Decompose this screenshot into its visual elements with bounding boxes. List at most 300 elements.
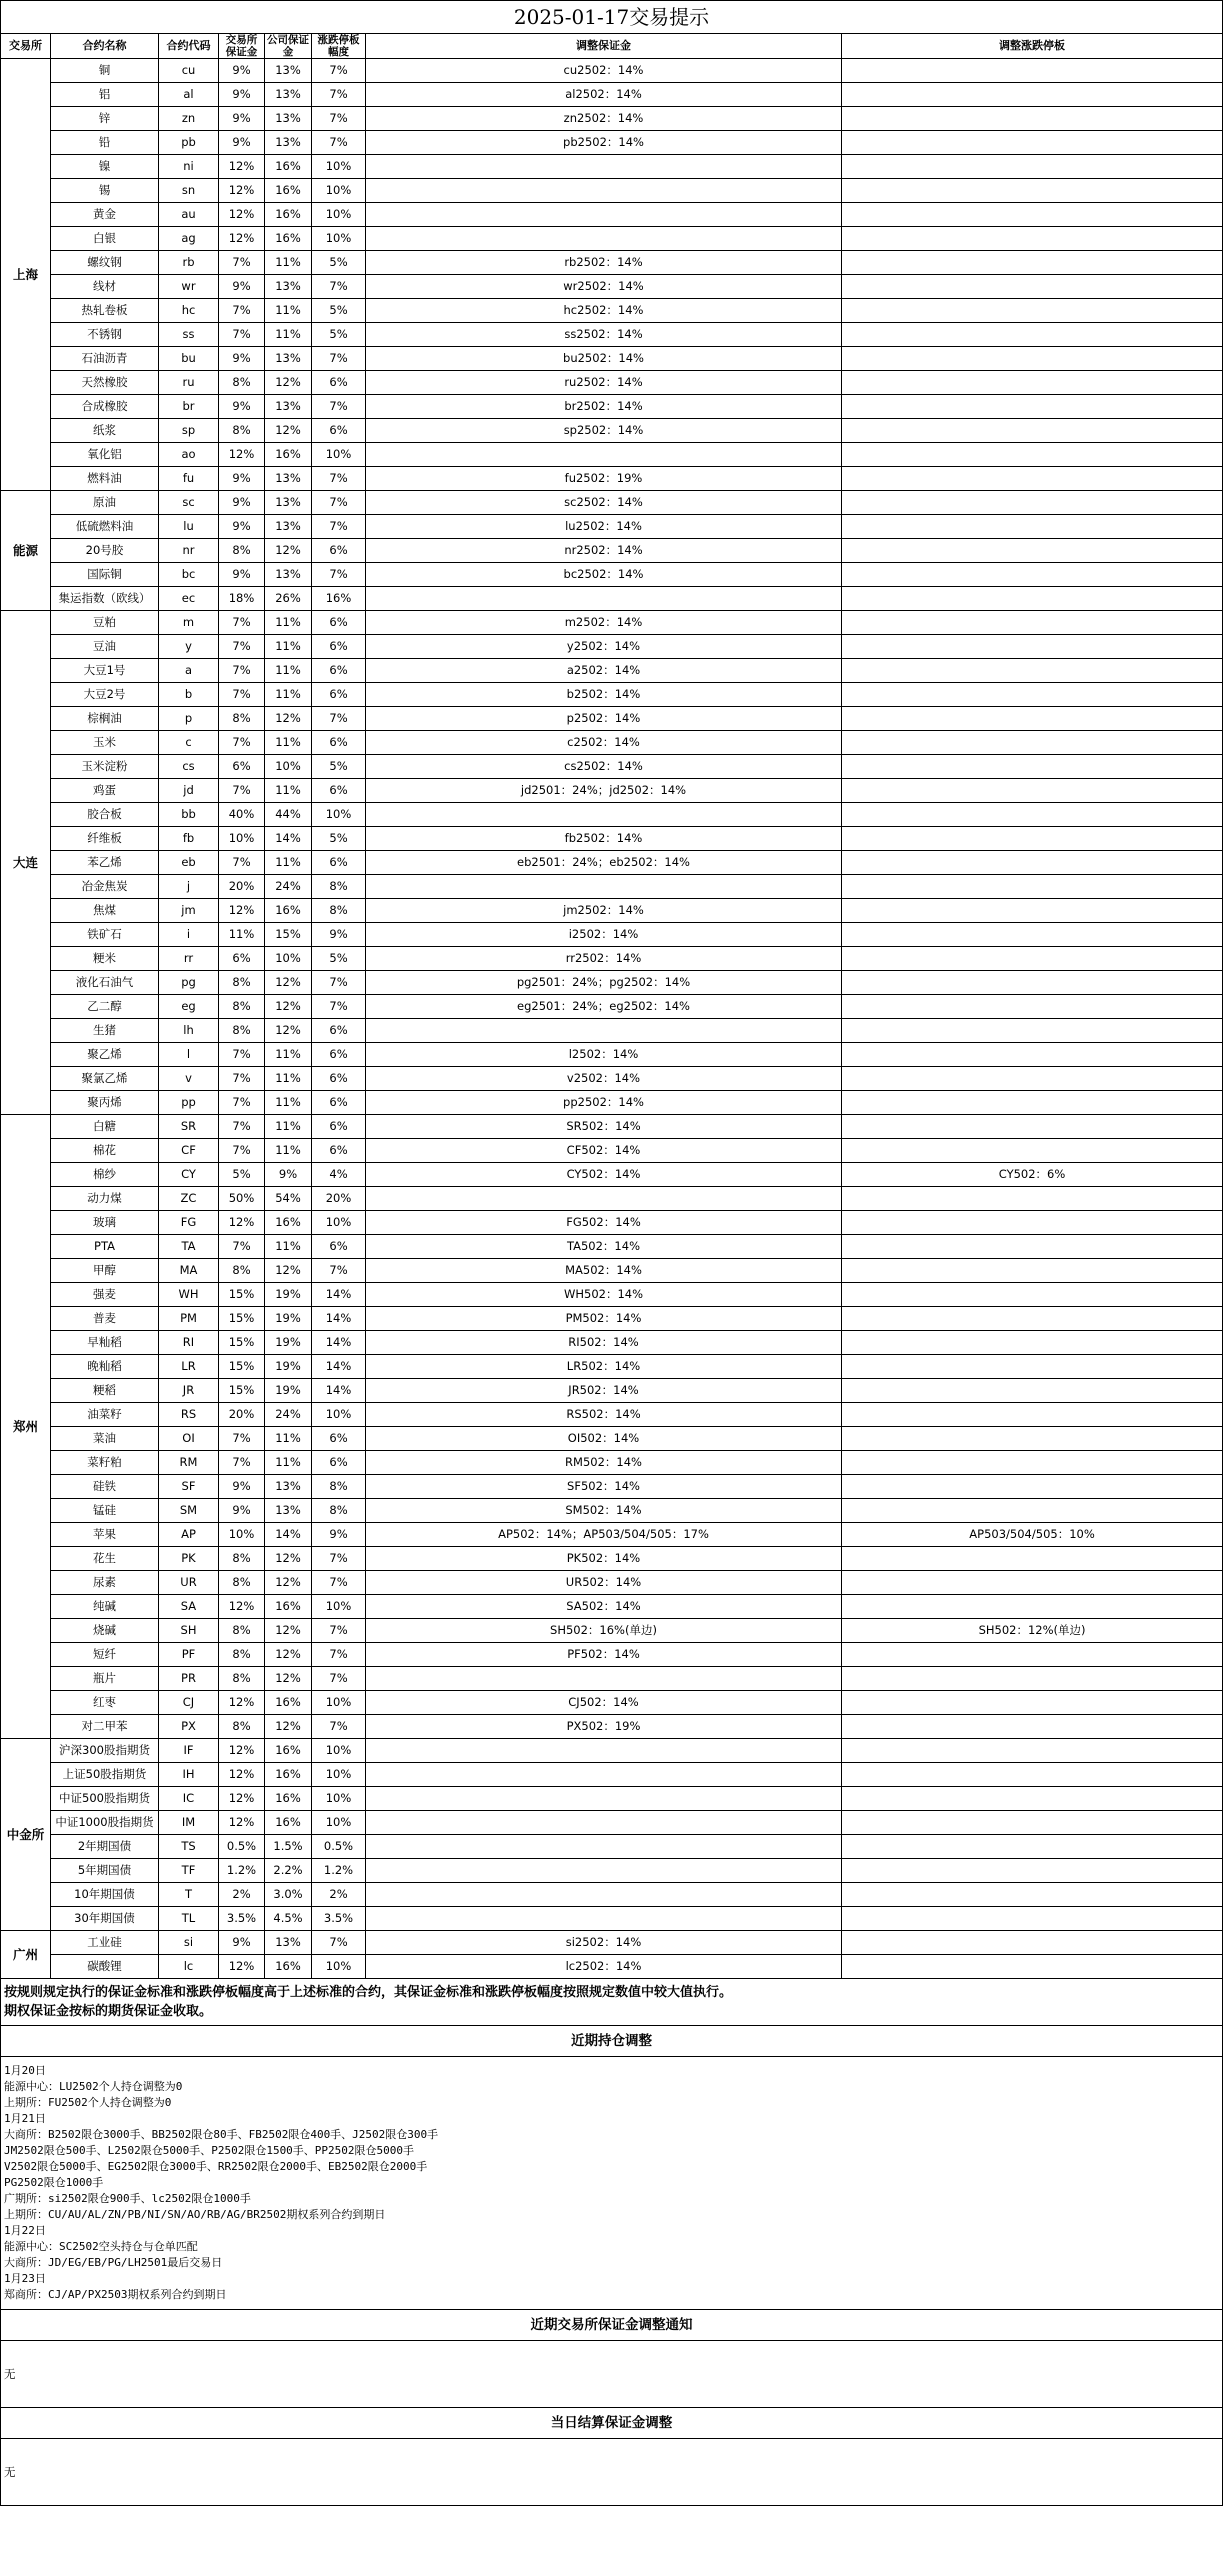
- contract-name-cell: 铁矿石: [51, 923, 159, 947]
- company-margin-cell: 13%: [265, 107, 312, 131]
- contract-name-cell: 2年期国债: [51, 1835, 159, 1859]
- adjusted-limit-cell: [842, 1715, 1223, 1739]
- contract-name-cell: 原油: [51, 491, 159, 515]
- adjusted-margin-cell: PX502：19%: [366, 1715, 842, 1739]
- limit-range-cell: 7%: [312, 347, 366, 371]
- adjusted-limit-cell: [842, 155, 1223, 179]
- limit-range-cell: 7%: [312, 515, 366, 539]
- exchange-margin-cell: 12%: [219, 443, 265, 467]
- adjusted-margin-cell: [366, 1019, 842, 1043]
- table-row: [1, 1499, 1223, 1523]
- contract-code-cell: eb: [159, 851, 219, 875]
- company-margin-cell: 11%: [265, 1091, 312, 1115]
- adjusted-margin-cell: MA502：14%: [366, 1259, 842, 1283]
- table-row: [1, 155, 1223, 179]
- exchange-cell: 广州: [1, 1931, 51, 1979]
- table-row: [1, 107, 1223, 131]
- contract-code-cell: c: [159, 731, 219, 755]
- exchange-margin-cell: 8%: [219, 1715, 265, 1739]
- company-margin-cell: 16%: [265, 227, 312, 251]
- exchange-margin-cell: 3.5%: [219, 1907, 265, 1931]
- exchange-margin-cell: 7%: [219, 779, 265, 803]
- contract-name-cell: 燃料油: [51, 467, 159, 491]
- adjusted-limit-cell: [842, 1595, 1223, 1619]
- contract-name-cell: 大豆2号: [51, 683, 159, 707]
- adjusted-margin-cell: [366, 1907, 842, 1931]
- limit-range-cell: 5%: [312, 251, 366, 275]
- contract-name-cell: 白糖: [51, 1115, 159, 1139]
- contract-code-cell: ao: [159, 443, 219, 467]
- exchange-margin-cell: 7%: [219, 683, 265, 707]
- adjusted-limit-cell: [842, 443, 1223, 467]
- adjusted-margin-cell: fb2502：14%: [366, 827, 842, 851]
- company-margin-cell: 11%: [265, 1427, 312, 1451]
- limit-range-cell: 14%: [312, 1355, 366, 1379]
- table-row: [1, 1379, 1223, 1403]
- adjusted-margin-cell: [366, 803, 842, 827]
- company-margin-cell: 11%: [265, 635, 312, 659]
- adjusted-margin-cell: br2502：14%: [366, 395, 842, 419]
- adjusted-limit-cell: [842, 251, 1223, 275]
- company-margin-cell: 11%: [265, 299, 312, 323]
- contract-code-cell: nr: [159, 539, 219, 563]
- adjusted-margin-cell: eg2501：24%；eg2502：14%: [366, 995, 842, 1019]
- limit-range-cell: 7%: [312, 491, 366, 515]
- adjusted-margin-cell: SF502：14%: [366, 1475, 842, 1499]
- contract-name-cell: 鸡蛋: [51, 779, 159, 803]
- contract-code-cell: si: [159, 1931, 219, 1955]
- contract-name-cell: 玻璃: [51, 1211, 159, 1235]
- table-row: [1, 1739, 1223, 1763]
- company-margin-cell: 13%: [265, 563, 312, 587]
- adjusted-margin-cell: c2502：14%: [366, 731, 842, 755]
- limit-range-cell: 14%: [312, 1307, 366, 1331]
- exchange-margin-cell: 8%: [219, 707, 265, 731]
- exchange-margin-cell: 9%: [219, 395, 265, 419]
- adjusted-margin-cell: CY502：14%: [366, 1163, 842, 1187]
- contract-code-cell: ru: [159, 371, 219, 395]
- table-row: [1, 1355, 1223, 1379]
- company-margin-cell: 14%: [265, 827, 312, 851]
- company-margin-cell: 16%: [265, 155, 312, 179]
- contract-name-cell: 30年期国债: [51, 1907, 159, 1931]
- contract-name-cell: 菜油: [51, 1427, 159, 1451]
- position-adjust-title: 近期持仓调整: [1, 2026, 1223, 2057]
- contract-code-cell: LR: [159, 1355, 219, 1379]
- company-margin-cell: 12%: [265, 1715, 312, 1739]
- contract-name-cell: 硅铁: [51, 1475, 159, 1499]
- contract-code-cell: zn: [159, 107, 219, 131]
- adjusted-limit-cell: [842, 1307, 1223, 1331]
- contract-name-cell: 聚丙烯: [51, 1091, 159, 1115]
- header-contract-code: 合约代码: [159, 34, 219, 59]
- table-row: [1, 659, 1223, 683]
- contract-code-cell: ag: [159, 227, 219, 251]
- position-note-line: 郑商所：CJ/AP/PX2503期权系列合约到期日: [4, 2288, 227, 2302]
- table-row: [1, 635, 1223, 659]
- adjusted-limit-cell: [842, 995, 1223, 1019]
- contract-name-cell: 聚氯乙烯: [51, 1067, 159, 1091]
- exchange-margin-cell: 12%: [219, 1955, 265, 1979]
- contract-name-cell: 烧碱: [51, 1619, 159, 1643]
- exchange-margin-cell: 12%: [219, 1739, 265, 1763]
- table-row: [1, 779, 1223, 803]
- exchange-margin-cell: 12%: [219, 1763, 265, 1787]
- contract-name-cell: 苹果: [51, 1523, 159, 1547]
- header-company-margin: 公司保证金: [265, 34, 312, 59]
- adjusted-limit-cell: [842, 1283, 1223, 1307]
- contract-name-cell: 甲醇: [51, 1259, 159, 1283]
- table-row: [1, 587, 1223, 611]
- exchange-margin-cell: 9%: [219, 515, 265, 539]
- contract-name-cell: 铜: [51, 59, 159, 83]
- exchange-margin-cell: 9%: [219, 275, 265, 299]
- company-margin-cell: 4.5%: [265, 1907, 312, 1931]
- company-margin-cell: 16%: [265, 179, 312, 203]
- adjusted-margin-cell: PK502：14%: [366, 1547, 842, 1571]
- limit-range-cell: 7%: [312, 107, 366, 131]
- limit-range-cell: 6%: [312, 779, 366, 803]
- adjusted-margin-cell: [366, 179, 842, 203]
- company-margin-cell: 16%: [265, 1763, 312, 1787]
- company-margin-cell: 11%: [265, 323, 312, 347]
- company-margin-cell: 13%: [265, 1499, 312, 1523]
- adjusted-margin-cell: rr2502：14%: [366, 947, 842, 971]
- exchange-margin-cell: 9%: [219, 1475, 265, 1499]
- contract-code-cell: i: [159, 923, 219, 947]
- company-margin-cell: 54%: [265, 1187, 312, 1211]
- footnote-line-1: 按规则规定执行的保证金标准和涨跌停板幅度高于上述标准的合约，其保证金标准和涨跌停板幅度按照规定数值中较大值执行。: [4, 1985, 733, 2001]
- table-row: [1, 851, 1223, 875]
- adjusted-limit-cell: [842, 1451, 1223, 1475]
- adjusted-limit-cell: [842, 755, 1223, 779]
- limit-range-cell: 5%: [312, 755, 366, 779]
- contract-code-cell: CF: [159, 1139, 219, 1163]
- table-row: [1, 1643, 1223, 1667]
- contract-code-cell: AP: [159, 1523, 219, 1547]
- limit-range-cell: 7%: [312, 275, 366, 299]
- table-row: [1, 275, 1223, 299]
- company-margin-cell: 11%: [265, 1235, 312, 1259]
- limit-range-cell: 7%: [312, 563, 366, 587]
- adjusted-limit-cell: [842, 59, 1223, 83]
- contract-name-cell: 螺纹钢: [51, 251, 159, 275]
- header-adjusted-limit: 调整涨跌停板: [842, 34, 1223, 59]
- table-row: [1, 419, 1223, 443]
- table-row: [1, 1835, 1223, 1859]
- limit-range-cell: 6%: [312, 683, 366, 707]
- limit-range-cell: 7%: [312, 1643, 366, 1667]
- contract-name-cell: 胶合板: [51, 803, 159, 827]
- limit-range-cell: 6%: [312, 659, 366, 683]
- contract-name-cell: 低硫燃料油: [51, 515, 159, 539]
- exchange-margin-cell: 15%: [219, 1283, 265, 1307]
- table-row: [1, 755, 1223, 779]
- contract-name-cell: 豆油: [51, 635, 159, 659]
- limit-range-cell: 6%: [312, 371, 366, 395]
- contract-code-cell: ec: [159, 587, 219, 611]
- contract-code-cell: lh: [159, 1019, 219, 1043]
- exchange-margin-cell: 9%: [219, 59, 265, 83]
- adjusted-margin-cell: [366, 1859, 842, 1883]
- adjusted-margin-cell: b2502：14%: [366, 683, 842, 707]
- exchange-cell: 能源: [1, 491, 51, 611]
- limit-range-cell: 14%: [312, 1379, 366, 1403]
- adjusted-limit-cell: [842, 1091, 1223, 1115]
- contract-name-cell: 棉纱: [51, 1163, 159, 1187]
- adjusted-margin-cell: pb2502：14%: [366, 131, 842, 155]
- exchange-margin-notice-text: 无: [1, 2341, 1223, 2408]
- exchange-margin-cell: 8%: [219, 1619, 265, 1643]
- adjusted-margin-cell: [366, 1883, 842, 1907]
- adjusted-limit-cell: [842, 1835, 1223, 1859]
- adjusted-margin-cell: si2502：14%: [366, 1931, 842, 1955]
- table-row: [1, 563, 1223, 587]
- limit-range-cell: 9%: [312, 923, 366, 947]
- adjusted-limit-cell: [842, 1139, 1223, 1163]
- adjusted-margin-cell: cu2502：14%: [366, 59, 842, 83]
- exchange-margin-cell: 7%: [219, 659, 265, 683]
- adjusted-limit-cell: [842, 107, 1223, 131]
- limit-range-cell: 6%: [312, 1019, 366, 1043]
- contract-code-cell: lc: [159, 1955, 219, 1979]
- exchange-margin-cell: 12%: [219, 1691, 265, 1715]
- contract-code-cell: bb: [159, 803, 219, 827]
- company-margin-cell: 11%: [265, 251, 312, 275]
- limit-range-cell: 0.5%: [312, 1835, 366, 1859]
- table-row: [1, 1139, 1223, 1163]
- table-row: [1, 59, 1223, 83]
- adjusted-limit-cell: [842, 419, 1223, 443]
- adjusted-margin-cell: [366, 1787, 842, 1811]
- adjusted-margin-cell: hc2502：14%: [366, 299, 842, 323]
- exchange-margin-cell: 8%: [219, 1019, 265, 1043]
- adjusted-limit-cell: [842, 923, 1223, 947]
- position-note-line: 1月21日: [4, 2112, 46, 2126]
- adjusted-margin-cell: JR502：14%: [366, 1379, 842, 1403]
- contract-code-cell: JR: [159, 1379, 219, 1403]
- company-margin-cell: 13%: [265, 1475, 312, 1499]
- exchange-margin-cell: 7%: [219, 635, 265, 659]
- adjusted-margin-cell: UR502：14%: [366, 1571, 842, 1595]
- exchange-margin-cell: 0.5%: [219, 1835, 265, 1859]
- contract-code-cell: rr: [159, 947, 219, 971]
- position-note-line: 上期所：CU/AU/AL/ZN/PB/NI/SN/AO/RB/AG/BR2502期权系列合约到期日: [4, 2208, 386, 2222]
- table-row: [1, 1595, 1223, 1619]
- table-row: [1, 1715, 1223, 1739]
- footnote: [1, 1979, 1223, 2026]
- exchange-margin-cell: 8%: [219, 371, 265, 395]
- table-row: [1, 611, 1223, 635]
- adjusted-margin-cell: AP502：14%；AP503/504/505：17%: [366, 1523, 842, 1547]
- company-margin-cell: 11%: [265, 1139, 312, 1163]
- position-note-line: 大商所：JD/EG/EB/PG/LH2501最后交易日: [4, 2256, 223, 2270]
- limit-range-cell: 8%: [312, 1475, 366, 1499]
- contract-code-cell: TS: [159, 1835, 219, 1859]
- contract-code-cell: pg: [159, 971, 219, 995]
- exchange-margin-cell: 2%: [219, 1883, 265, 1907]
- adjusted-limit-cell: [842, 1667, 1223, 1691]
- limit-range-cell: 4%: [312, 1163, 366, 1187]
- contract-code-cell: m: [159, 611, 219, 635]
- company-margin-cell: 11%: [265, 731, 312, 755]
- company-margin-cell: 13%: [265, 131, 312, 155]
- exchange-margin-cell: 11%: [219, 923, 265, 947]
- exchange-margin-cell: 7%: [219, 1451, 265, 1475]
- company-margin-cell: 24%: [265, 1403, 312, 1427]
- exchange-margin-cell: 6%: [219, 755, 265, 779]
- limit-range-cell: 14%: [312, 1283, 366, 1307]
- company-margin-cell: 16%: [265, 899, 312, 923]
- adjusted-margin-cell: i2502：14%: [366, 923, 842, 947]
- position-note-line: 1月22日: [4, 2224, 46, 2238]
- limit-range-cell: 10%: [312, 1811, 366, 1835]
- exchange-margin-cell: 15%: [219, 1355, 265, 1379]
- contract-name-cell: 菜籽粕: [51, 1451, 159, 1475]
- adjusted-margin-cell: [366, 1739, 842, 1763]
- limit-range-cell: 10%: [312, 443, 366, 467]
- limit-range-cell: 8%: [312, 1499, 366, 1523]
- exchange-margin-cell: 8%: [219, 1643, 265, 1667]
- contract-code-cell: SA: [159, 1595, 219, 1619]
- adjusted-limit-cell: [842, 1427, 1223, 1451]
- adjusted-limit-cell: [842, 275, 1223, 299]
- table-row: [1, 875, 1223, 899]
- company-margin-cell: 9%: [265, 1163, 312, 1187]
- company-margin-cell: 11%: [265, 851, 312, 875]
- adjusted-margin-cell: jm2502：14%: [366, 899, 842, 923]
- contract-name-cell: 瓶片: [51, 1667, 159, 1691]
- adjusted-limit-cell: [842, 1259, 1223, 1283]
- table-row: [1, 1547, 1223, 1571]
- exchange-margin-cell: 1.2%: [219, 1859, 265, 1883]
- adjusted-margin-cell: CJ502：14%: [366, 1691, 842, 1715]
- limit-range-cell: 6%: [312, 1067, 366, 1091]
- adjusted-margin-cell: [366, 1667, 842, 1691]
- contract-code-cell: RM: [159, 1451, 219, 1475]
- contract-code-cell: bc: [159, 563, 219, 587]
- adjusted-margin-cell: RS502：14%: [366, 1403, 842, 1427]
- exchange-margin-cell: 40%: [219, 803, 265, 827]
- exchange-margin-cell: 7%: [219, 1115, 265, 1139]
- contract-code-cell: ZC: [159, 1187, 219, 1211]
- exchange-margin-cell: 9%: [219, 491, 265, 515]
- exchange-margin-cell: 12%: [219, 1787, 265, 1811]
- limit-range-cell: 7%: [312, 395, 366, 419]
- company-margin-cell: 12%: [265, 539, 312, 563]
- table-row: [1, 1571, 1223, 1595]
- contract-code-cell: T: [159, 1883, 219, 1907]
- adjusted-margin-cell: [366, 443, 842, 467]
- contract-name-cell: 玉米淀粉: [51, 755, 159, 779]
- company-margin-cell: 12%: [265, 971, 312, 995]
- limit-range-cell: 6%: [312, 851, 366, 875]
- limit-range-cell: 6%: [312, 1043, 366, 1067]
- contract-code-cell: y: [159, 635, 219, 659]
- contract-name-cell: 焦煤: [51, 899, 159, 923]
- table-row: [1, 227, 1223, 251]
- company-margin-cell: 12%: [265, 1259, 312, 1283]
- limit-range-cell: 3.5%: [312, 1907, 366, 1931]
- adjusted-margin-cell: RM502：14%: [366, 1451, 842, 1475]
- company-margin-cell: 12%: [265, 707, 312, 731]
- limit-range-cell: 9%: [312, 1523, 366, 1547]
- contract-code-cell: fu: [159, 467, 219, 491]
- adjusted-margin-cell: bc2502：14%: [366, 563, 842, 587]
- adjusted-limit-cell: [842, 899, 1223, 923]
- exchange-margin-cell: 7%: [219, 1043, 265, 1067]
- limit-range-cell: 6%: [312, 611, 366, 635]
- adjusted-margin-cell: fu2502：19%: [366, 467, 842, 491]
- exchange-margin-cell: 9%: [219, 563, 265, 587]
- contract-name-cell: 铅: [51, 131, 159, 155]
- exchange-margin-cell: 12%: [219, 899, 265, 923]
- adjusted-margin-cell: sc2502：14%: [366, 491, 842, 515]
- exchange-margin-cell: 8%: [219, 971, 265, 995]
- contract-code-cell: PM: [159, 1307, 219, 1331]
- company-margin-cell: 1.5%: [265, 1835, 312, 1859]
- adjusted-limit-cell: [842, 1475, 1223, 1499]
- adjusted-limit-cell: [842, 1355, 1223, 1379]
- table-row: [1, 1235, 1223, 1259]
- contract-code-cell: v: [159, 1067, 219, 1091]
- settlement-margin-text: 无: [1, 2439, 1223, 2506]
- adjusted-margin-cell: [366, 587, 842, 611]
- adjusted-margin-cell: a2502：14%: [366, 659, 842, 683]
- adjusted-margin-cell: OI502：14%: [366, 1427, 842, 1451]
- contract-name-cell: 锌: [51, 107, 159, 131]
- table-row: [1, 1331, 1223, 1355]
- table-row: [1, 1211, 1223, 1235]
- adjusted-margin-cell: l2502：14%: [366, 1043, 842, 1067]
- adjusted-limit-cell: [842, 851, 1223, 875]
- limit-range-cell: 7%: [312, 467, 366, 491]
- adjusted-limit-cell: [842, 611, 1223, 635]
- table-row: [1, 443, 1223, 467]
- footnote-line-2: 期权保证金按标的期货保证金收取。: [4, 2004, 213, 2020]
- exchange-margin-cell: 20%: [219, 875, 265, 899]
- exchange-margin-cell: 15%: [219, 1379, 265, 1403]
- adjusted-margin-cell: [366, 1811, 842, 1835]
- settlement-margin-title: 当日结算保证金调整: [1, 2408, 1223, 2439]
- contract-name-cell: 合成橡胶: [51, 395, 159, 419]
- position-note-line: JM2502限仓500手、L2502限仓5000手、P2502限仓1500手、PP2502限仓5000手: [4, 2144, 415, 2158]
- limit-range-cell: 7%: [312, 131, 366, 155]
- adjusted-margin-cell: ru2502：14%: [366, 371, 842, 395]
- adjusted-margin-cell: p2502：14%: [366, 707, 842, 731]
- company-margin-cell: 10%: [265, 947, 312, 971]
- adjusted-margin-cell: bu2502：14%: [366, 347, 842, 371]
- contract-code-cell: PR: [159, 1667, 219, 1691]
- table-row: [1, 251, 1223, 275]
- table-row: [1, 1883, 1223, 1907]
- table-row: [1, 1283, 1223, 1307]
- adjusted-margin-cell: pp2502：14%: [366, 1091, 842, 1115]
- limit-range-cell: 14%: [312, 1331, 366, 1355]
- company-margin-cell: 16%: [265, 1955, 312, 1979]
- contract-name-cell: 花生: [51, 1547, 159, 1571]
- contract-name-cell: 棕榈油: [51, 707, 159, 731]
- page-title: 2025-01-17交易提示: [1, 1, 1223, 34]
- company-margin-cell: 19%: [265, 1307, 312, 1331]
- table-row: [1, 1163, 1223, 1187]
- limit-range-cell: 8%: [312, 875, 366, 899]
- contract-name-cell: 工业硅: [51, 1931, 159, 1955]
- adjusted-limit-cell: [842, 1787, 1223, 1811]
- adjusted-limit-cell: [842, 827, 1223, 851]
- contract-code-cell: pp: [159, 1091, 219, 1115]
- company-margin-cell: 12%: [265, 1547, 312, 1571]
